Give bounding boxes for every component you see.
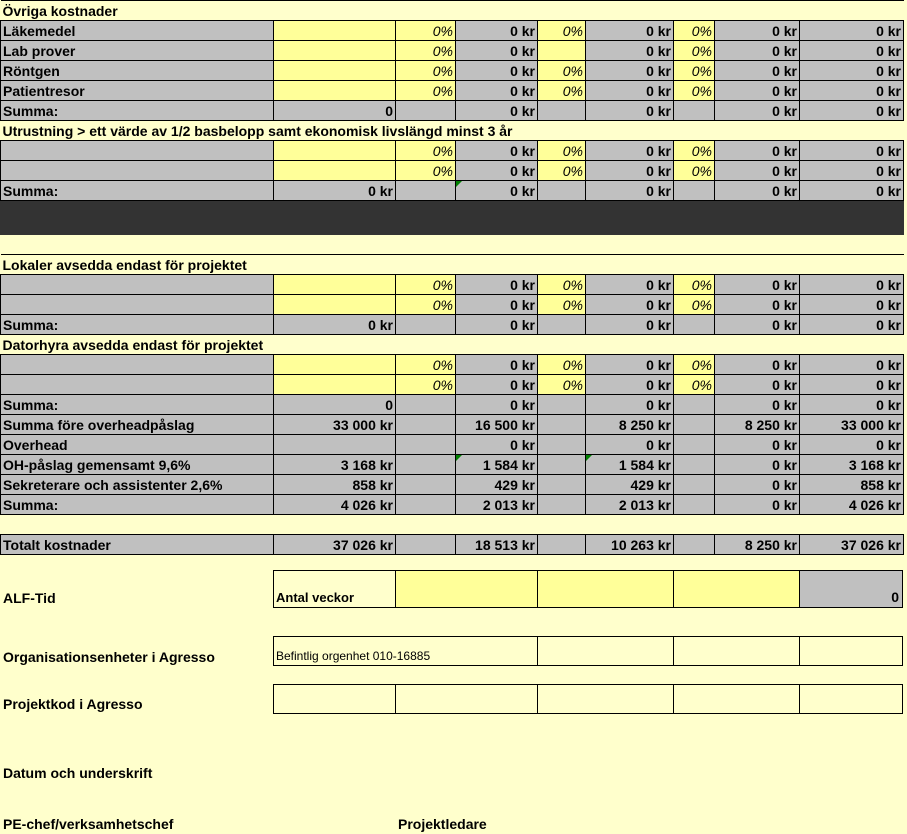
percent-input-3[interactable]: 0%: [674, 21, 715, 41]
sum-total: 858 kr: [800, 475, 904, 495]
percent-input-1[interactable]: 0%: [396, 61, 456, 81]
sekreterare-row: [1, 475, 904, 495]
sum-value-1: 16 500 kr: [456, 415, 538, 435]
sum-value-1: 0 kr: [456, 181, 538, 201]
row-label: Röntgen: [1, 61, 274, 81]
row-label: Patientresor: [1, 81, 274, 101]
sum-value-1: 1 584 kr: [456, 455, 538, 475]
sum-value-3: 0 kr: [715, 455, 800, 475]
percent-input-2[interactable]: 0%: [538, 81, 586, 101]
spacer-2: [538, 415, 586, 435]
row-total: 0 kr: [800, 41, 904, 61]
sum-total: 37 026 kr: [800, 535, 904, 555]
spacer-2: [538, 455, 586, 475]
percent-input-1[interactable]: 0%: [396, 295, 456, 315]
org-input[interactable]: [273, 636, 538, 666]
value-3: 0 kr: [715, 141, 800, 161]
org-cell-3[interactable]: [673, 636, 800, 666]
org-cell-4[interactable]: [799, 636, 903, 666]
spacer-3: [674, 101, 715, 121]
ovriga-row: [1, 61, 904, 81]
spacer-1: [396, 415, 456, 435]
percent-input-2[interactable]: 0%: [538, 141, 586, 161]
sum-budget: 0: [274, 395, 396, 415]
row-total: 0 kr: [800, 141, 904, 161]
value-2: 0 kr: [586, 275, 674, 295]
spacer-3: [674, 475, 715, 495]
ovriga-row: [1, 81, 904, 101]
value-2: 0 kr: [586, 295, 674, 315]
pe-chef-label: PE-chef/verksamhetschef: [3, 816, 174, 832]
sum-value-3: 0 kr: [715, 475, 800, 495]
sum-label: Summa:: [1, 495, 274, 515]
sum-total: 0 kr: [800, 315, 904, 335]
utrustning-row: [1, 161, 904, 181]
value-2: 0 kr: [586, 41, 674, 61]
ovriga-row: [1, 21, 904, 41]
budget-input[interactable]: [274, 21, 396, 41]
spacer-3: [674, 415, 715, 435]
value-3: 0 kr: [715, 41, 800, 61]
value-1: 0 kr: [456, 355, 538, 375]
value-2: 0 kr: [586, 375, 674, 395]
row-total: 0 kr: [800, 21, 904, 41]
value-3: 0 kr: [715, 61, 800, 81]
datorhyra-sum-row: [1, 395, 904, 415]
spacer-3: [674, 181, 715, 201]
sum-value-3: 8 250 kr: [715, 535, 800, 555]
row-total: 0 kr: [800, 295, 904, 315]
ovriga-row: [1, 41, 904, 61]
budget-input[interactable]: [274, 355, 396, 375]
datorhyra-row: [1, 375, 904, 395]
sum-value-2: 10 263 kr: [586, 535, 674, 555]
gap-row: [1, 235, 904, 255]
percent-input-2[interactable]: 0%: [538, 355, 586, 375]
lokaler-row: [1, 295, 904, 315]
sum-value-3: 0 kr: [715, 315, 800, 335]
spacer-1: [396, 535, 456, 555]
totalt-row: [1, 535, 904, 555]
spacer-3: [674, 435, 715, 455]
antal-veckor-cell[interactable]: [273, 570, 396, 608]
percent-input-2[interactable]: 0%: [538, 375, 586, 395]
percent-input-3[interactable]: 0%: [674, 161, 715, 181]
value-3: 0 kr: [715, 161, 800, 181]
sum-label: OH-påslag gemensamt 9,6%: [1, 455, 274, 475]
datorhyra-row: [1, 355, 904, 375]
dark-band-cell: [1, 201, 904, 235]
spacer-3: [674, 535, 715, 555]
budget-input[interactable]: [274, 275, 396, 295]
sum-value-2: 0 kr: [586, 395, 674, 415]
budget-input[interactable]: [274, 141, 396, 161]
percent-input-1[interactable]: 0%: [396, 141, 456, 161]
value-2: 0 kr: [586, 161, 674, 181]
alf-period3-input[interactable]: [673, 570, 800, 608]
org-value: Befintlig orgenhet 010-16885: [276, 649, 431, 663]
spacer-2: [538, 435, 586, 455]
org-cell-2[interactable]: [537, 636, 674, 666]
row-label: Lab prover: [1, 41, 274, 61]
percent-input-1[interactable]: 0%: [396, 81, 456, 101]
row-total: 0 kr: [800, 275, 904, 295]
sum-value-3: 0 kr: [715, 435, 800, 455]
sum-value-1: 18 513 kr: [456, 535, 538, 555]
sum-label: Totalt kostnader: [1, 535, 274, 555]
value-1: 0 kr: [456, 81, 538, 101]
sum-budget: 4 026 kr: [274, 495, 396, 515]
sum-budget: [274, 435, 396, 455]
section-lokaler: [1, 255, 904, 275]
sum-label: Sekreterare och assistenter 2,6%: [1, 475, 274, 495]
budget-input[interactable]: [274, 81, 396, 101]
value-1: 0 kr: [456, 141, 538, 161]
sum-value-2: 0 kr: [586, 101, 674, 121]
lokaler-sum-row: [1, 315, 904, 335]
sum-value-1: 0 kr: [456, 101, 538, 121]
spacer-1: [396, 315, 456, 335]
percent-input-2[interactable]: 0%: [538, 21, 586, 41]
value-1: 0 kr: [456, 41, 538, 61]
percent-input-3[interactable]: 0%: [674, 81, 715, 101]
budget-input[interactable]: [274, 375, 396, 395]
value-3: 0 kr: [715, 355, 800, 375]
spacer-3: [674, 495, 715, 515]
percent-input-3[interactable]: 0%: [674, 61, 715, 81]
percent-input-3[interactable]: 0%: [674, 295, 715, 315]
percent-input-1[interactable]: 0%: [396, 355, 456, 375]
section-ovriga-title: Övriga kostnader: [1, 1, 904, 21]
sum-label: Summa:: [1, 101, 274, 121]
spacer-1: [396, 101, 456, 121]
budget-input[interactable]: [274, 295, 396, 315]
sum-value-2: 0 kr: [586, 435, 674, 455]
alf-tid-label: ALF-Tid: [3, 590, 56, 606]
sum-value-2: 429 kr: [586, 475, 674, 495]
sum-label: Overhead: [1, 435, 274, 455]
percent-input-2[interactable]: [538, 41, 586, 61]
sum-value-2: 0 kr: [586, 181, 674, 201]
budget-input[interactable]: [274, 161, 396, 181]
value-1: 0 kr: [456, 61, 538, 81]
value-2: 0 kr: [586, 21, 674, 41]
section-datorhyra: [1, 335, 904, 355]
row-label: [1, 275, 274, 295]
sum-budget: 0 kr: [274, 315, 396, 335]
gap-row-2-cell: [1, 515, 904, 535]
value-2: 0 kr: [586, 61, 674, 81]
value-1: 0 kr: [456, 295, 538, 315]
spacer-2: [538, 315, 586, 335]
value-3: 0 kr: [715, 375, 800, 395]
antal-veckor-label: Antal veckor: [276, 590, 355, 605]
value-1: 0 kr: [456, 275, 538, 295]
sum-total: 0 kr: [800, 101, 904, 121]
row-label: [1, 355, 274, 375]
sum-label: Summa:: [1, 395, 274, 415]
percent-input-1[interactable]: 0%: [396, 375, 456, 395]
percent-input-3[interactable]: 0%: [674, 141, 715, 161]
totals-sum-row: [1, 495, 904, 515]
spacer-1: [396, 475, 456, 495]
sum-budget: 0 kr: [274, 181, 396, 201]
sum-value-2: 1 584 kr: [586, 455, 674, 475]
spacer-2: [538, 395, 586, 415]
spacer-1: [396, 495, 456, 515]
alf-total-value: 0: [891, 589, 899, 605]
percent-input-2[interactable]: 0%: [538, 295, 586, 315]
section-datorhyra-title: Datorhyra avsedda endast för projektet: [1, 335, 904, 355]
spacer-3: [674, 395, 715, 415]
percent-input-3[interactable]: 0%: [674, 41, 715, 61]
sum-value-1: 429 kr: [456, 475, 538, 495]
spacer-2: [538, 475, 586, 495]
sum-budget: 37 026 kr: [274, 535, 396, 555]
row-label: [1, 141, 274, 161]
section-lokaler-title: Lokaler avsedda endast för projektet: [1, 255, 904, 275]
sum-budget: 33 000 kr: [274, 415, 396, 435]
lokaler-row: [1, 275, 904, 295]
value-2: 0 kr: [586, 355, 674, 375]
percent-input-3[interactable]: 0%: [674, 375, 715, 395]
alf-total-cell: [799, 570, 903, 608]
value-1: 0 kr: [456, 375, 538, 395]
sum-label: Summa före overheadpåslag: [1, 415, 274, 435]
value-1: 0 kr: [456, 21, 538, 41]
percent-input-2[interactable]: 0%: [538, 161, 586, 181]
row-total: 0 kr: [800, 61, 904, 81]
row-label: [1, 161, 274, 181]
gap-row-2: [1, 515, 904, 535]
sum-value-2: 0 kr: [586, 315, 674, 335]
value-2: 0 kr: [586, 81, 674, 101]
row-total: 0 kr: [800, 161, 904, 181]
value-3: 0 kr: [715, 295, 800, 315]
value-2: 0 kr: [586, 141, 674, 161]
dark-band: [1, 201, 904, 235]
row-total: 0 kr: [800, 81, 904, 101]
value-1: 0 kr: [456, 161, 538, 181]
sum-total: 0 kr: [800, 435, 904, 455]
spacer-1: [396, 435, 456, 455]
value-3: 0 kr: [715, 81, 800, 101]
row-label: [1, 375, 274, 395]
spacer-1: [396, 455, 456, 475]
spacer-2: [538, 535, 586, 555]
row-total: 0 kr: [800, 355, 904, 375]
projektkod-cell-4[interactable]: [673, 684, 800, 714]
sum-value-2: 2 013 kr: [586, 495, 674, 515]
utrustning-sum-row: [1, 181, 904, 201]
percent-input-3[interactable]: 0%: [674, 275, 715, 295]
projektledare-label: Projektledare: [398, 816, 487, 832]
section-ovriga: [1, 1, 904, 21]
sum-label: Summa:: [1, 181, 274, 201]
projektkod-cell-3[interactable]: [537, 684, 674, 714]
sum-budget: 3 168 kr: [274, 455, 396, 475]
sum-value-1: 0 kr: [456, 435, 538, 455]
budget-input[interactable]: [274, 61, 396, 81]
utrustning-row: [1, 141, 904, 161]
spacer-2: [538, 495, 586, 515]
spacer-1: [396, 395, 456, 415]
overhead-row: [1, 435, 904, 455]
gap-row-cell: [1, 235, 904, 255]
sum-value-3: 8 250 kr: [715, 415, 800, 435]
row-label: [1, 295, 274, 315]
section-utrustning: [1, 121, 904, 141]
sum-label: Summa:: [1, 315, 274, 335]
sum-value-2: 8 250 kr: [586, 415, 674, 435]
percent-input-3[interactable]: 0%: [674, 355, 715, 375]
budget-input[interactable]: [274, 41, 396, 61]
alf-period2-input[interactable]: [537, 570, 674, 608]
sum-value-3: 0 kr: [715, 495, 800, 515]
org-label: Organisationsenheter i Agresso: [3, 649, 215, 665]
projektkod-cell-5[interactable]: [799, 684, 903, 714]
sum-value-1: 0 kr: [456, 395, 538, 415]
sum-total: 3 168 kr: [800, 455, 904, 475]
spacer-2: [538, 101, 586, 121]
projektkod-cell-2[interactable]: [395, 684, 538, 714]
sum-value-3: 0 kr: [715, 181, 800, 201]
percent-input-1[interactable]: 0%: [396, 41, 456, 61]
sum-budget: 0: [274, 101, 396, 121]
row-label: Läkemedel: [1, 21, 274, 41]
sum-total: 4 026 kr: [800, 495, 904, 515]
percent-input-1[interactable]: 0%: [396, 21, 456, 41]
spacer-3: [674, 455, 715, 475]
sum-value-1: 2 013 kr: [456, 495, 538, 515]
row-total: 0 kr: [800, 375, 904, 395]
sum-total: 33 000 kr: [800, 415, 904, 435]
alf-period1-input[interactable]: [395, 570, 538, 608]
value-3: 0 kr: [715, 275, 800, 295]
projektkod-cell-1[interactable]: [273, 684, 396, 714]
oh-paslag-row: [1, 455, 904, 475]
spacer-2: [538, 181, 586, 201]
sum-value-3: 0 kr: [715, 395, 800, 415]
section-utrustning-title: Utrustning > ett värde av 1/2 basbelopp samt ekonomisk livslängd minst 3 år: [1, 121, 904, 141]
projektkod-label: Projektkod i Agresso: [3, 696, 143, 712]
datum-label: Datum och underskrift: [3, 765, 153, 781]
fore-overhead-row: [1, 415, 904, 435]
spacer-1: [396, 181, 456, 201]
percent-input-1[interactable]: 0%: [396, 275, 456, 295]
value-3: 0 kr: [715, 21, 800, 41]
spacer-3: [674, 315, 715, 335]
sum-total: 0 kr: [800, 181, 904, 201]
ovriga-sum-row: [1, 101, 904, 121]
sum-total: 0 kr: [800, 395, 904, 415]
sum-budget: 858 kr: [274, 475, 396, 495]
percent-input-2[interactable]: 0%: [538, 275, 586, 295]
sum-value-3: 0 kr: [715, 101, 800, 121]
percent-input-2[interactable]: 0%: [538, 61, 586, 81]
percent-input-1[interactable]: 0%: [396, 161, 456, 181]
sum-value-1: 0 kr: [456, 315, 538, 335]
